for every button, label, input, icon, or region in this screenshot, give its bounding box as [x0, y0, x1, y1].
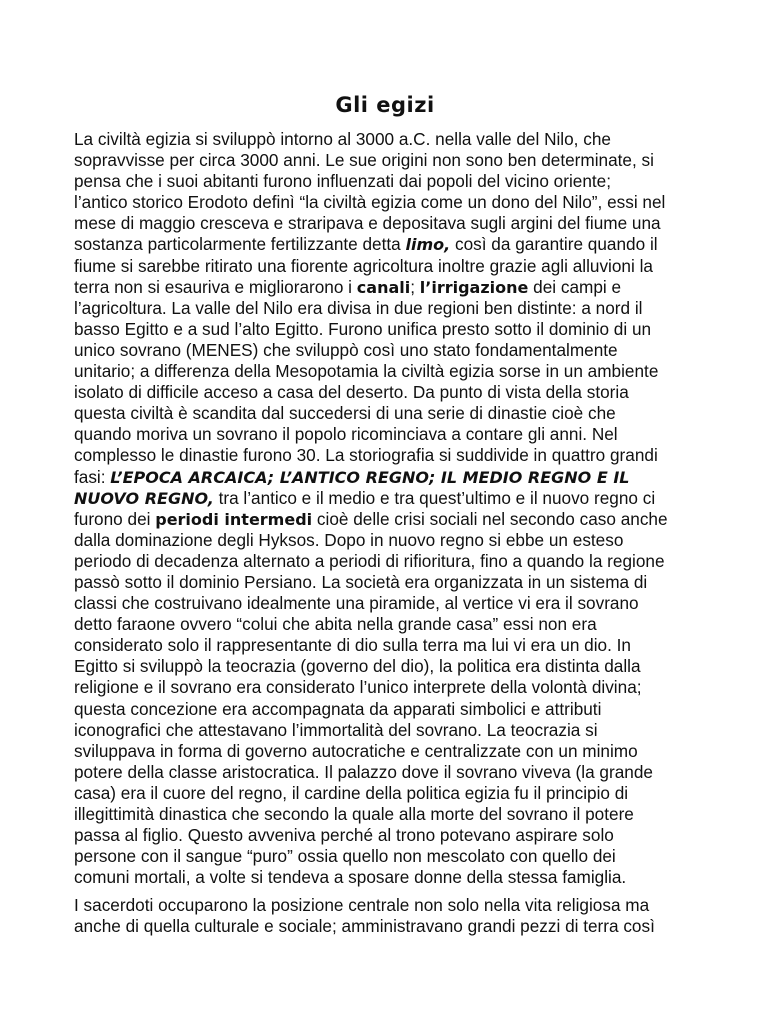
text-line: l’agricoltura. La valle del Nilo era divisa in due regioni ben distinte: a nord il — [74, 297, 643, 318]
text-line: basso Egitto e a sud l’alto Egitto. Furono unifica presto sotto il dominio di un — [74, 318, 652, 339]
text-line: isolato di difficile acceso a casa del deserto. Da punto di vista della storia — [74, 382, 629, 403]
text-line: passa al figlio. Questo avveniva perché al trono potevano aspirare solo — [74, 825, 614, 846]
document-page — [74, 92, 696, 938]
term-irrigazione: l’irrigazione — [419, 277, 529, 297]
text-line: sostanza particolarmente fertilizzante detta limo, così da garantire quando il — [74, 234, 658, 255]
term-limo: limo, — [405, 235, 451, 255]
paragraph-1 — [74, 129, 696, 888]
text-line: considerato solo il rappresentante di dio sulla terra ma lui vi era un dio. In — [74, 635, 631, 656]
text-line: illegittimità dinastica che secondo la quale alla morte del sovrano il potere — [74, 804, 634, 824]
text-line: persone con il sangue “puro” ossia quello non mescolato con quello dei — [74, 846, 616, 867]
text-line: fiume si sarebbe ritirato una fiorente agricoltura inoltre grazie agli alluvioni la — [74, 255, 653, 276]
text-line: passò sotto il dominio Persiano. La società era organizzata in un sistema di — [74, 571, 648, 592]
paragraph-2 — [74, 895, 696, 937]
text-line: mese di maggio cresceva e straripava e depositava sugli argini del fiume una — [74, 213, 661, 234]
document-title: Gli egizi — [335, 93, 435, 117]
text-line: I sacerdoti occuparono la posizione centrale non solo nella vita religiosa ma — [74, 895, 650, 916]
text-line: comuni mortali, a volte si tendeva a sposare donne della stessa famiglia. — [74, 867, 627, 888]
text-line: Egitto si sviluppò la teocrazia (governo del dio), la politica era distinta dalla — [74, 656, 641, 677]
text-line: detto faraone ovvero “colui che abita nella grande casa” essi non era — [74, 614, 597, 635]
text-line: terra non si esauriva e migliorarono i canali; l’irrigazione dei campi e — [74, 276, 622, 297]
text-line: furono dei periodi intermedi cioè delle crisi sociali nel secondo caso anche — [74, 508, 668, 529]
text-line: anche di quella culturale e sociale; amministravano grandi pezzi di terra così — [74, 916, 655, 937]
text-line: periodo di decadenza alternato a periodi di rifioritura, fino a quando la regione — [74, 550, 665, 571]
text-line: sviluppava in forma di governo autocratiche e centralizzate con un minimo — [74, 740, 638, 761]
text-line: quando moriva un sovrano il popolo ricominciava a contare gli anni. Nel — [74, 424, 618, 445]
term-periodi-intermedi: periodi intermedi — [155, 509, 313, 529]
text-line: casa) era il cuore del regno, il cardine della politica egizia fu il principio di — [74, 782, 629, 803]
text-line: sopravvisse per circa 3000 anni. Le sue origini non sono ben determinate, si — [74, 150, 654, 171]
text-line: l’antico storico Erodoto definì “la civiltà egizia come un dono del Nilo”, essi nel — [74, 192, 666, 213]
text-line: iconografici che attestavano l’immortalità del sovrano. La teocrazia si — [74, 719, 598, 740]
text-line: classi che costruivano idealmente una piramide, al vertice vi era il sovrano — [74, 593, 639, 614]
text-line: unitario; a differenza della Mesopotamia la civiltà egizia sorse in un ambiente — [74, 361, 659, 382]
term-eras: L’EPOCA ARCAICA; L’ANTICO REGNO; IL MEDIO REGNO E IL — [110, 467, 630, 487]
text-line: potere della classe aristocratica. Il palazzo dove il sovrano viveva (la grande — [74, 761, 653, 782]
text-line: La civiltà egizia si sviluppò intorno al 3000 a.C. nella valle del Nilo, che — [74, 129, 611, 149]
text-line: fasi: L’EPOCA ARCAICA; L’ANTICO REGNO; IL MEDIO REGNO E IL — [74, 466, 630, 487]
text-line: questa concezione era accompagnata da apparati simbolici e attributi — [74, 698, 602, 719]
text-line: dalla dominazione degli Hyksos. Dopo in nuovo regno si ebbe un esteso — [74, 529, 624, 550]
text-line: unico sovrano (MENES) che sviluppò così uno stato fondamentalmente — [74, 339, 618, 360]
text-line: complesso le dinastie furono 30. La storiografia si suddivide in quattro grandi — [74, 445, 658, 466]
text-line: pensa che i suoi abitanti furono influenzati dai popoli del vicino oriente; — [74, 171, 611, 192]
term-nuovo-regno: NUOVO REGNO, — [74, 488, 214, 508]
term-canali: canali — [356, 277, 411, 297]
text-line: questa civiltà è scandita dal succedersi di una serie di dinastie cioè che — [74, 403, 616, 424]
text-line: NUOVO REGNO, tra l’antico e il medio e tra quest’ultimo e il nuovo regno ci — [74, 487, 656, 508]
text-line: religione e il sovrano era considerato l’unico interprete della volontà divina; — [74, 677, 642, 698]
